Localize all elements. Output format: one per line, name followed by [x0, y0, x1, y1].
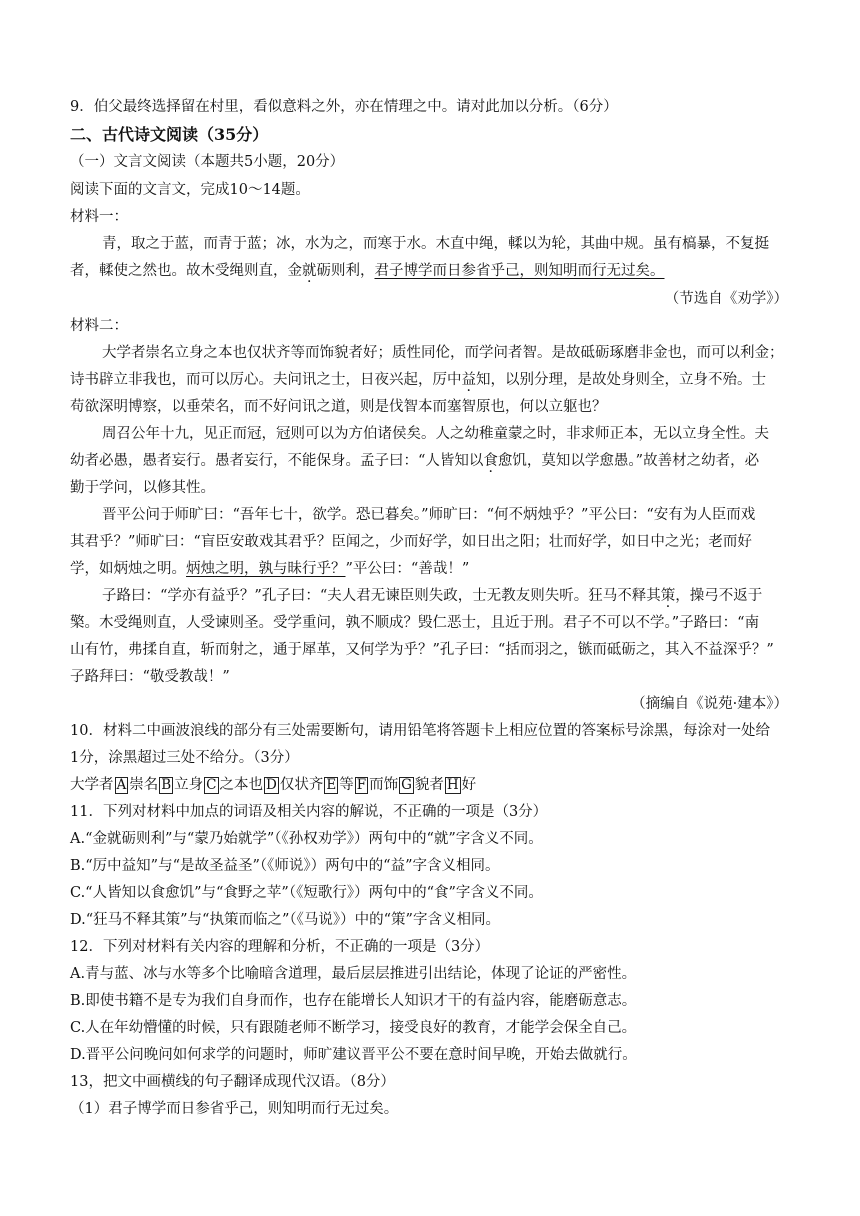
question-11-option-a: A.“金就砺则利”与“蒙乃始就学”（《孙权劝学》）两句中的“就”字含义不同。 — [70, 831, 543, 847]
question-12-option-a: A.青与蓝、冰与水等多个比喻暗含道理，最后层层推进引出结论，体现了论证的严密性。 — [70, 966, 637, 982]
question-12-option-d: D.晋平公问晚问如何求学的问题时，师旷建议晋平公不要在意时间早晚，开始去做就行。 — [70, 1047, 637, 1063]
material-2-p4-line-3: 山有竹，弗揉自直，斩而射之，通于犀革，又何学为乎？”孔子曰：“括而羽之，镞而砥砺之，其入不益深乎？” — [70, 642, 774, 658]
question-12-stem: 12．下列对材料有关内容的理解和分析，不正确的一项是（3分） — [70, 939, 490, 955]
question-13-stem: 13，把文中画横线的句子翻译成现代汉语。（8分） — [70, 1074, 395, 1090]
option-box-b[interactable]: B — [161, 777, 172, 793]
material-2-source: （摘编自《说苑·建本》） — [631, 696, 788, 712]
text-run: 砺则利， — [316, 263, 375, 279]
option-box-c[interactable]: C — [206, 777, 217, 793]
material-1-source: （节选自《劝学》） — [664, 291, 788, 307]
text-run: 愈饥，莫知以学愈愚。”故善材之幼者，必 — [497, 453, 760, 469]
dotted-char: 就 — [302, 263, 317, 279]
segment: 立身 — [174, 777, 204, 793]
material-2-p3-line-2: 其君乎？”师旷曰：“盲臣安敢戏其君乎？臣闻之，少而好学，如日出之阳；壮而好学，如日中之光；老而好 — [70, 534, 752, 550]
question-11-option-d: D.“狂马不释其策”与“执策而临之”（《马说》）中的“策”字含义相同。 — [70, 912, 500, 928]
question-10-line-2: 1分，涂黑超过三处不给分。（3分） — [70, 750, 299, 766]
question-11-stem: 11．下列对材料中加点的词语及相关内容的解说，不正确的一项是（3分） — [70, 804, 548, 820]
subsection-title: （一）文言文阅读（本题共5小题，20分） — [70, 154, 345, 170]
question-11-option-c: C.“人皆知以食愈饥”与“食野之苹”（《短歌行》）两句中的“食”字含义不同。 — [70, 885, 543, 901]
option-box-f[interactable]: F — [356, 777, 367, 793]
question-12-option-b: B.即使书籍不是专为我们自身而作，也存在能增长人知识才干的有益内容，能磨砺意志。 — [70, 993, 637, 1009]
option-box-a[interactable]: A — [116, 777, 127, 793]
material-2-p2-line-2 — [70, 451, 792, 471]
material-2-p1-line-2 — [70, 370, 792, 390]
material-1-label: 材料一： — [70, 209, 128, 225]
segment: 貌者 — [414, 777, 444, 793]
segment: 之本也 — [219, 777, 264, 793]
underlined-sentence: 君子博学而日参省乎己，则知明而行无过矣。 — [374, 263, 665, 279]
text-run: 知，以别分理，是故处身则全，立身不殆。士 — [476, 372, 766, 388]
segment: 等 — [339, 777, 354, 793]
dotted-char: 益 — [461, 372, 476, 388]
segment: 而饰 — [369, 777, 399, 793]
option-box-d[interactable]: D — [266, 777, 277, 793]
question-12-option-c: C.人在年幼懵懂的时候，只有跟随老师不断学习，接受良好的教育，才能学会保全自己。 — [70, 1020, 637, 1036]
question-13-item-1: （1）君子博学而日参省乎己，则知明而行无过矣。 — [70, 1101, 399, 1117]
material-2-p4-line-4: 子路拜曰：“敬受教哉！” — [70, 669, 230, 685]
text-run: 幼者必愚，愚者妄行。愚者妄行，不能保身。孟子曰：“人皆知以 — [70, 453, 484, 469]
segment: 好 — [461, 777, 477, 793]
dotted-char: 策 — [660, 588, 676, 604]
material-2-p3-line-1: 晋平公问于师旷曰：“吾年七十，欲学。恐已暮矣。”师旷曰：“何不炳烛乎？”平公曰：“安有为人臣而戏 — [102, 507, 756, 523]
material-2-p2-line-1: 周召公年十九，见正而冠，冠则可以为方伯诸侯矣。人之幼稚童蒙之时，非求师正本，无以立身全性。夫 — [102, 426, 769, 442]
material-2-p4-line-2: 檠。木受绳则直，人受谏则圣。受学重问，孰不顺成？毁仁恶士，且近于刑。君子不可以不学。”子路曰：“南 — [70, 615, 760, 631]
sentence-break-options — [70, 775, 792, 795]
text-run: ”平公曰：“善哉！” — [345, 561, 470, 577]
option-box-g[interactable]: G — [401, 777, 412, 793]
material-1-line-1: 青，取之于蓝，而青于蓝；冰，水为之，而寒于水。木直中绳，輮以为轮，其曲中规。虽有槁暴，不复挺 — [102, 236, 769, 252]
material-2-p3-line-3 — [70, 559, 792, 579]
section-2-title: 二、古代诗文阅读（35分） — [70, 125, 269, 144]
material-2-p1-line-1: 大学者崇名立身之本也仅状齐等而饰貌者好；质性同伦，而学问者智。是故砥砺琢磨非金也，而可以利金； — [102, 345, 784, 361]
material-2-p4-line-1 — [102, 586, 792, 606]
segment: 崇名 — [129, 777, 159, 793]
segment: 大学者 — [70, 777, 114, 793]
text-run: 者，輮使之然也。故木受绳则直，金 — [70, 263, 302, 279]
text-run: 诗书辟立非我也，而可以厉心。夫问讯之士，日夜兴起，厉中 — [70, 372, 462, 388]
text-run: 子路曰：“学亦有益乎？”孔子曰：“夫人君无谏臣则失政，士无教友则失听。狂马不释其 — [102, 588, 661, 604]
question-10-line-1: 10．材料二中画波浪线的部分有三处需要断句，请用铅笔将答题卡上相应位置的答案标号涂黑，每涂对一处给 — [70, 723, 770, 739]
option-box-e[interactable]: E — [326, 777, 337, 793]
question-9: 9．伯父最终选择留在村里，看似意料之外，亦在情理之中。请对此加以分析。（6分） — [70, 99, 618, 115]
material-2-p1-line-3: 苟欲深明博察，以垂荣名，而不好问讯之道，则是伐智本而塞智原也，何以立躯也？ — [70, 399, 607, 415]
dotted-char: 食 — [483, 453, 498, 469]
reading-instruction: 阅读下面的文言文，完成10～14题。 — [70, 182, 310, 198]
question-11-option-b: B.“厉中益知”与“是故圣益圣”（《师说》）两句中的“益”字含义相同。 — [70, 858, 500, 874]
material-1-line-2 — [70, 261, 792, 281]
text-run: 学，如炳烛之明。 — [70, 561, 186, 577]
segment: 仅状齐 — [279, 777, 324, 793]
material-2-p2-line-3: 勤于学问，以修其性。 — [70, 480, 215, 496]
text-run: ，操弓不返于 — [675, 588, 763, 604]
option-box-h[interactable]: H — [446, 777, 459, 793]
underlined-sentence: 炳烛之明，孰与昧行乎？ — [186, 561, 346, 577]
material-2-label: 材料二： — [70, 318, 128, 334]
